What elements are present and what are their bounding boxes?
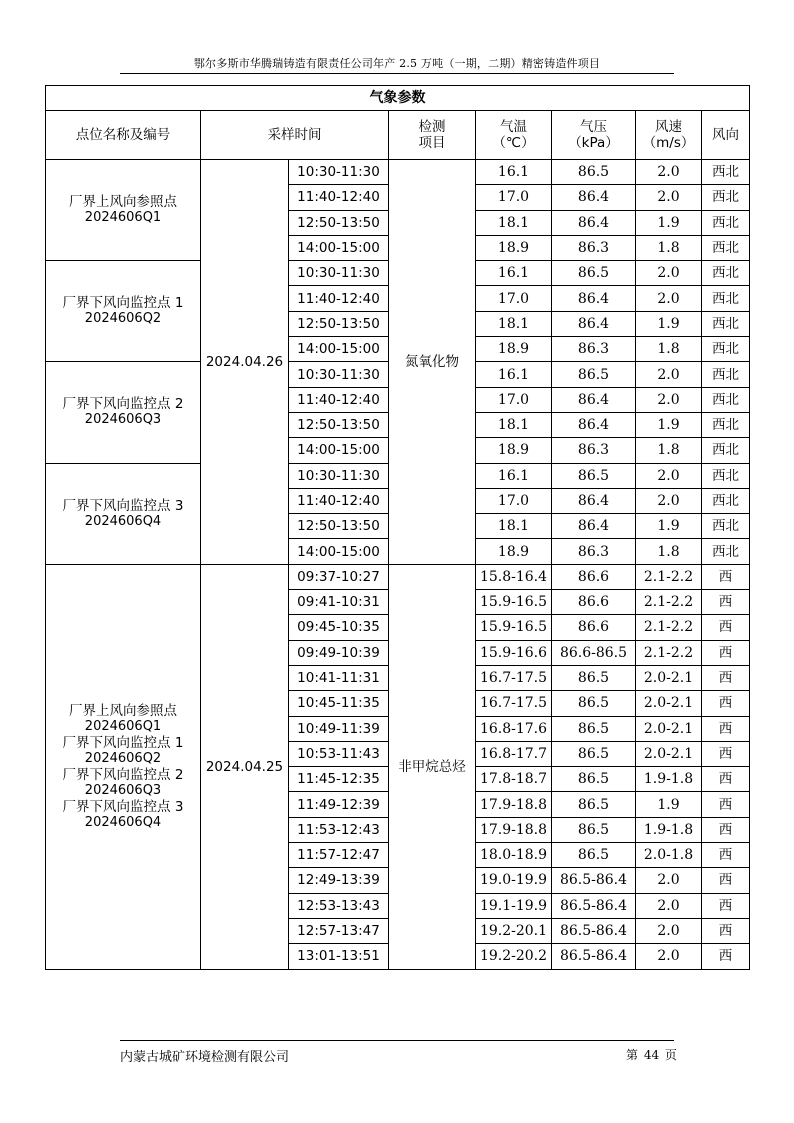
- pressure-value: 86.3: [552, 539, 636, 564]
- sampling-time: 13:01-13:51: [289, 944, 389, 969]
- sampling-time: 11:40-12:40: [289, 286, 389, 311]
- test-item: 非甲烷总烃: [389, 564, 476, 969]
- sampling-time: 12:50-13:50: [289, 210, 389, 235]
- pressure-value: 86.3: [552, 235, 636, 260]
- table-title: 气象参数: [46, 86, 750, 111]
- point-code: 2024606Q4: [84, 513, 162, 529]
- wind-speed-label: 风速: [655, 119, 682, 135]
- wind-speed-value: 2.0: [636, 918, 702, 943]
- pressure-value: 86.5: [552, 691, 636, 716]
- sampling-time: 09:45-10:35: [289, 615, 389, 640]
- point-code: 2024606Q3: [84, 412, 162, 428]
- temperature-value: 18.9: [476, 235, 552, 260]
- wind-speed-value: 1.8: [636, 235, 702, 260]
- wind-direction-value: 西北: [702, 412, 750, 437]
- pressure-value: 86.5: [552, 817, 636, 842]
- footer-page-number: 第 44 页: [626, 1048, 677, 1062]
- pressure-value: 86.5-86.4: [552, 868, 636, 893]
- wind-speed-value: 1.9: [636, 514, 702, 539]
- temperature-value: 17.9-18.8: [476, 817, 552, 842]
- wind-speed-value: 2.0: [636, 185, 702, 210]
- wind-direction-value: 西北: [702, 286, 750, 311]
- wind-direction-value: 西: [702, 590, 750, 615]
- weather-parameters-table: [45, 85, 750, 970]
- wind-speed-value: 2.0: [636, 944, 702, 969]
- wind-speed-value: 1.8: [636, 539, 702, 564]
- pressure-value: 86.4: [552, 286, 636, 311]
- point-code: 2024606Q1: [84, 718, 162, 734]
- wind-speed-value: 2.1-2.2: [636, 640, 702, 665]
- temperature-value: 16.7-17.5: [476, 665, 552, 690]
- temperature-value: 17.0: [476, 185, 552, 210]
- temperature-value: 16.7-17.5: [476, 691, 552, 716]
- wind-direction-value: 西: [702, 615, 750, 640]
- wind-speed-value: 2.0: [636, 387, 702, 412]
- point-cell: [46, 160, 201, 261]
- sampling-time: 10:30-11:30: [289, 362, 389, 387]
- pressure-value: 86.5-86.4: [552, 918, 636, 943]
- sampling-time: 11:40-12:40: [289, 488, 389, 513]
- column-header-item: [389, 111, 476, 160]
- sampling-time: 10:53-11:43: [289, 741, 389, 766]
- pressure-value: 86.3: [552, 337, 636, 362]
- sampling-time: 10:49-11:39: [289, 716, 389, 741]
- wind-direction-value: 西北: [702, 514, 750, 539]
- wind-direction-value: 西北: [702, 160, 750, 185]
- temperature-value: 18.9: [476, 438, 552, 463]
- wind-speed-value: 2.1-2.2: [636, 564, 702, 589]
- sampling-time: 14:00-15:00: [289, 539, 389, 564]
- sampling-time: 11:40-12:40: [289, 387, 389, 412]
- wind-speed-value: 2.0: [636, 893, 702, 918]
- temperature-value: 16.8-17.7: [476, 741, 552, 766]
- wind-direction-value: 西北: [702, 488, 750, 513]
- pressure-value: 86.5: [552, 160, 636, 185]
- temperature-value: 17.9-18.8: [476, 792, 552, 817]
- temperature-value: 18.9: [476, 337, 552, 362]
- wind-direction-value: 西: [702, 817, 750, 842]
- wind-direction-value: 西北: [702, 387, 750, 412]
- wind-speed-value: 2.0-2.1: [636, 741, 702, 766]
- wind-speed-value: 2.0: [636, 463, 702, 488]
- sampling-time: 14:00-15:00: [289, 235, 389, 260]
- wind-speed-value: 1.9: [636, 412, 702, 437]
- temperature-value: 15.9-16.5: [476, 590, 552, 615]
- sampling-time: 11:49-12:39: [289, 792, 389, 817]
- wind-speed-value: 1.8: [636, 438, 702, 463]
- point-name: 厂界下风向监控点 1: [62, 734, 184, 751]
- wind-speed-value: 1.8: [636, 337, 702, 362]
- test-item: 氮氧化物: [389, 160, 476, 565]
- pressure-value: 86.6: [552, 615, 636, 640]
- temperature-value: 16.1: [476, 160, 552, 185]
- pressure-value: 86.5: [552, 843, 636, 868]
- point-name: 厂界下风向监控点 1: [62, 295, 184, 312]
- sampling-time: 12:57-13:47: [289, 918, 389, 943]
- sampling-time: 10:41-11:31: [289, 665, 389, 690]
- point-name: 厂界上风向参照点: [69, 194, 177, 211]
- column-header-temperature: [476, 111, 552, 160]
- wind-direction-value: 西: [702, 868, 750, 893]
- sampling-time: 09:49-10:39: [289, 640, 389, 665]
- point-code: 2024606Q2: [84, 750, 162, 766]
- wind-direction-value: 西北: [702, 539, 750, 564]
- temperature-value: 18.1: [476, 412, 552, 437]
- wind-speed-value: 2.0: [636, 286, 702, 311]
- temperature-unit: （℃）: [492, 135, 535, 151]
- point-name: 厂界下风向监控点 2: [62, 396, 184, 413]
- temperature-value: 19.0-19.9: [476, 868, 552, 893]
- column-header-pressure: [552, 111, 636, 160]
- point-cell: [46, 362, 201, 463]
- temperature-value: 17.8-18.7: [476, 767, 552, 792]
- sampling-time: 14:00-15:00: [289, 337, 389, 362]
- page-header-title: 鄂尔多斯市华腾瑞铸造有限责任公司年产 2.5 万吨（一期，二期）精密铸造件项目: [193, 57, 601, 70]
- wind-direction-value: 西北: [702, 210, 750, 235]
- pressure-value: 86.6: [552, 564, 636, 589]
- point-name: 厂界下风向监控点 3: [62, 798, 184, 815]
- temperature-value: 16.1: [476, 362, 552, 387]
- wind-speed-value: 2.0-2.1: [636, 665, 702, 690]
- wind-speed-value: 2.0: [636, 868, 702, 893]
- pressure-value: 86.5: [552, 665, 636, 690]
- wind-speed-value: 2.0-2.1: [636, 691, 702, 716]
- sampling-time: 11:45-12:35: [289, 767, 389, 792]
- temperature-value: 16.1: [476, 463, 552, 488]
- temperature-value: 16.1: [476, 261, 552, 286]
- wind-direction-value: 西: [702, 691, 750, 716]
- point-name: 厂界下风向监控点 2: [62, 766, 184, 783]
- sampling-time: 10:45-11:35: [289, 691, 389, 716]
- pressure-value: 86.4: [552, 185, 636, 210]
- column-header-wind-speed: [636, 111, 702, 160]
- table-row: [46, 160, 750, 185]
- pressure-value: 86.4: [552, 311, 636, 336]
- point-name: 厂界下风向监控点 3: [62, 497, 184, 514]
- pressure-unit: （kPa）: [568, 135, 619, 151]
- point-code: 2024606Q2: [84, 311, 162, 327]
- sampling-time: 10:30-11:30: [289, 463, 389, 488]
- pressure-value: 86.4: [552, 387, 636, 412]
- wind-direction-value: 西: [702, 640, 750, 665]
- header-divider: [120, 73, 674, 74]
- pressure-value: 86.5: [552, 767, 636, 792]
- point-code: 2024606Q4: [84, 814, 162, 830]
- temperature-value: 15.9-16.5: [476, 615, 552, 640]
- sampling-time: 12:49-13:39: [289, 868, 389, 893]
- sampling-time: 10:30-11:30: [289, 160, 389, 185]
- pressure-value: 86.3: [552, 438, 636, 463]
- wind-direction-value: 西: [702, 918, 750, 943]
- sampling-time: 14:00-15:00: [289, 438, 389, 463]
- sampling-time: 09:41-10:31: [289, 590, 389, 615]
- point-name: 厂界上风向参照点: [69, 702, 177, 719]
- wind-speed-value: 2.1-2.2: [636, 590, 702, 615]
- temperature-value: 17.0: [476, 387, 552, 412]
- wind-direction-value: 西: [702, 792, 750, 817]
- pressure-value: 86.4: [552, 210, 636, 235]
- wind-direction-value: 西: [702, 665, 750, 690]
- temperature-label: 气温: [500, 119, 527, 135]
- wind-direction-value: 西北: [702, 235, 750, 260]
- wind-direction-value: 西: [702, 767, 750, 792]
- wind-direction-value: 西北: [702, 362, 750, 387]
- wind-speed-unit: （m/s）: [642, 135, 695, 151]
- wind-direction-value: 西: [702, 716, 750, 741]
- pressure-value: 86.5: [552, 792, 636, 817]
- pressure-value: 86.5: [552, 741, 636, 766]
- wind-speed-value: 2.1-2.2: [636, 615, 702, 640]
- pressure-value: 86.6: [552, 590, 636, 615]
- table-body: [46, 160, 750, 970]
- wind-speed-value: 2.0: [636, 261, 702, 286]
- temperature-value: 17.0: [476, 488, 552, 513]
- point-code: 2024606Q1: [84, 210, 162, 226]
- pressure-value: 86.4: [552, 412, 636, 437]
- wind-speed-value: 2.0: [636, 362, 702, 387]
- point-cell: [46, 463, 201, 564]
- wind-direction-value: 西: [702, 564, 750, 589]
- wind-direction-value: 西北: [702, 185, 750, 210]
- pressure-value: 86.6-86.5: [552, 640, 636, 665]
- sampling-time: 12:53-13:43: [289, 893, 389, 918]
- temperature-value: 18.1: [476, 514, 552, 539]
- wind-speed-value: 2.0-1.8: [636, 843, 702, 868]
- wind-speed-value: 1.9: [636, 210, 702, 235]
- temperature-value: 18.1: [476, 311, 552, 336]
- table-row: [46, 564, 750, 589]
- wind-speed-value: 2.0: [636, 488, 702, 513]
- sampling-time: 12:50-13:50: [289, 311, 389, 336]
- pressure-value: 86.5: [552, 716, 636, 741]
- pressure-value: 86.5-86.4: [552, 893, 636, 918]
- wind-speed-value: 1.9: [636, 311, 702, 336]
- footer-company: 内蒙古城矿环境检测有限公司: [120, 1050, 290, 1065]
- temperature-value: 19.2-20.2: [476, 944, 552, 969]
- wind-direction-value: 西北: [702, 438, 750, 463]
- point-cell: [46, 261, 201, 362]
- sampling-time: 11:57-12:47: [289, 843, 389, 868]
- pressure-value: 86.4: [552, 514, 636, 539]
- sampling-date: 2024.04.26: [201, 160, 289, 565]
- sampling-date: 2024.04.25: [201, 564, 289, 969]
- wind-direction-value: 西北: [702, 337, 750, 362]
- temperature-value: 18.1: [476, 210, 552, 235]
- wind-direction-value: 西: [702, 944, 750, 969]
- temperature-value: 16.8-17.6: [476, 716, 552, 741]
- wind-speed-value: 1.9-1.8: [636, 767, 702, 792]
- pressure-value: 86.4: [552, 488, 636, 513]
- wind-direction-value: 西北: [702, 463, 750, 488]
- sampling-time: 10:30-11:30: [289, 261, 389, 286]
- temperature-value: 18.0-18.9: [476, 843, 552, 868]
- pressure-label: 气压: [580, 119, 607, 135]
- temperature-value: 18.9: [476, 539, 552, 564]
- wind-speed-value: 2.0-2.1: [636, 716, 702, 741]
- pressure-value: 86.5: [552, 261, 636, 286]
- wind-speed-value: 1.9: [636, 792, 702, 817]
- sampling-time: 11:40-12:40: [289, 185, 389, 210]
- sampling-time: 12:50-13:50: [289, 412, 389, 437]
- temperature-value: 15.9-16.6: [476, 640, 552, 665]
- temperature-value: 15.8-16.4: [476, 564, 552, 589]
- temperature-value: 17.0: [476, 286, 552, 311]
- column-header-wind-direction: 风向: [702, 111, 750, 160]
- wind-direction-value: 西: [702, 893, 750, 918]
- point-code: 2024606Q3: [84, 782, 162, 798]
- pressure-value: 86.5: [552, 463, 636, 488]
- point-cell: [46, 564, 201, 969]
- footer-divider: [120, 1040, 674, 1041]
- wind-direction-value: 西北: [702, 311, 750, 336]
- pressure-value: 86.5: [552, 362, 636, 387]
- wind-speed-value: 2.0: [636, 160, 702, 185]
- wind-direction-value: 西: [702, 741, 750, 766]
- sampling-time: 12:50-13:50: [289, 514, 389, 539]
- column-header-item-text: 检测项目: [418, 119, 446, 151]
- wind-speed-value: 1.9-1.8: [636, 817, 702, 842]
- column-header-time: 采样时间: [201, 111, 389, 160]
- wind-direction-value: 西北: [702, 261, 750, 286]
- sampling-time: 09:37-10:27: [289, 564, 389, 589]
- wind-direction-value: 西: [702, 843, 750, 868]
- temperature-value: 19.2-20.1: [476, 918, 552, 943]
- column-header-point: 点位名称及编号: [46, 111, 201, 160]
- pressure-value: 86.5-86.4: [552, 944, 636, 969]
- temperature-value: 19.1-19.9: [476, 893, 552, 918]
- sampling-time: 11:53-12:43: [289, 817, 389, 842]
